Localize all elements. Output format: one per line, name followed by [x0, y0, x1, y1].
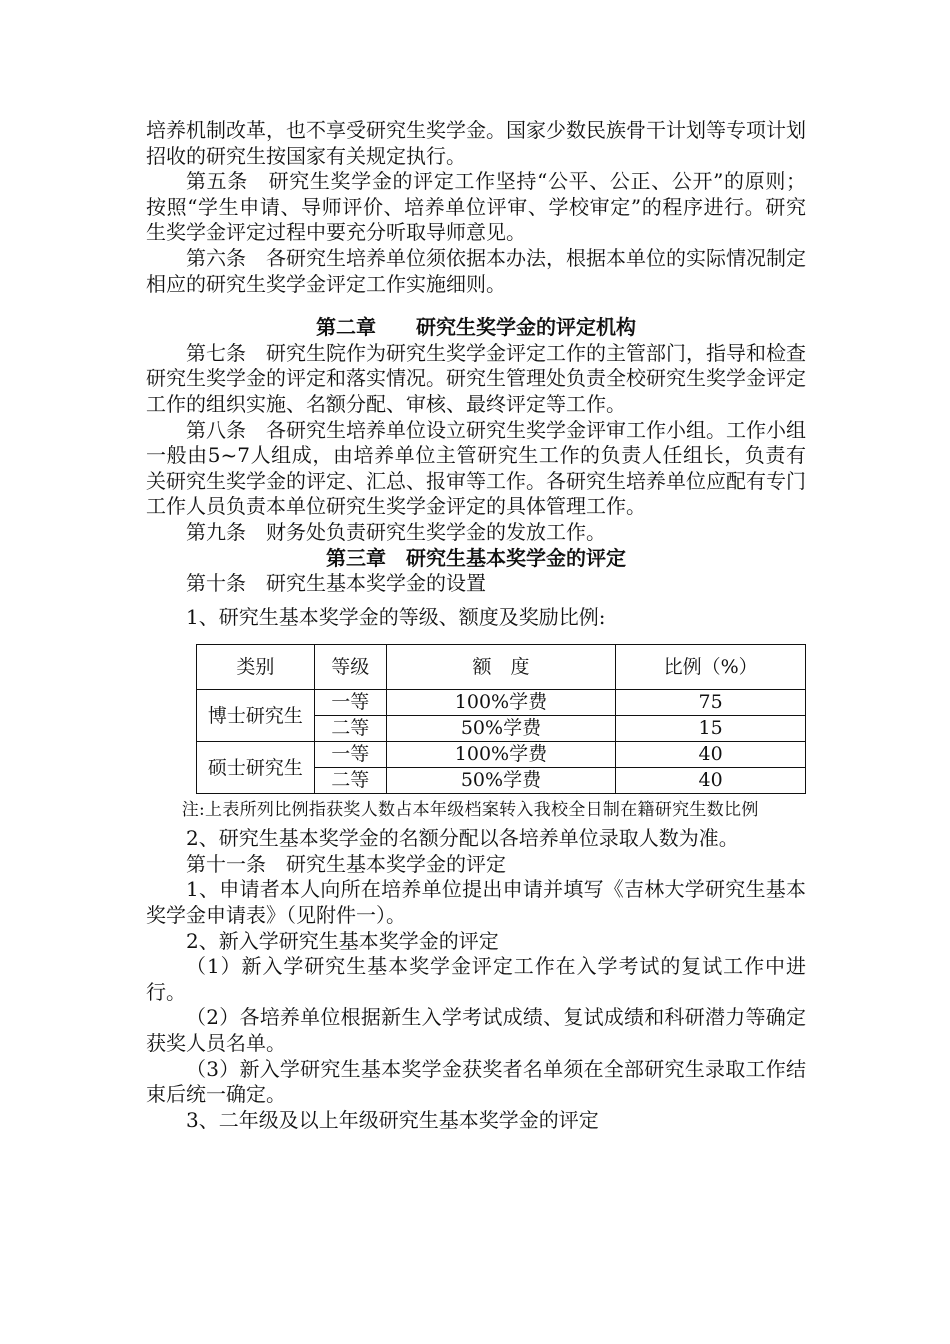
scholarship-table [196, 644, 806, 794]
level-cell: 一等 [314, 690, 386, 716]
header-ratio: 比例（%） [616, 645, 806, 690]
article-10: 第十条 研究生基本奖学金的设置 [186, 571, 486, 596]
level-cell: 一等 [314, 742, 386, 768]
article-11-item-3: 3、二年级及以上年级研究生基本奖学金的评定 [186, 1107, 599, 1132]
paragraph-continuation: 培养机制改革，也不享受研究生奖学金。国家少数民族骨干计划等专项计划招收的研究生按国家有关规定执行。 [146, 118, 806, 168]
amount-cell: 50%学费 [386, 716, 616, 742]
ratio-cell: 40 [616, 768, 806, 794]
header-category: 类别 [197, 645, 315, 690]
chapter-3-title: 第三章 研究生基本奖学金的评定 [326, 545, 626, 570]
article-10-item-1: 1、研究生基本奖学金的等级、额度及奖励比例: [186, 604, 606, 629]
amount-cell: 50%学费 [386, 768, 616, 794]
ratio-cell: 40 [616, 742, 806, 768]
chapter-2-title: 第二章 研究生奖学金的评定机构 [316, 315, 636, 340]
article-9: 第九条 财务处负责研究生奖学金的发放工作。 [186, 519, 606, 544]
article-11-item-1: 1、申请者本人向所在培养单位提出申请并填写《吉林大学研究生基本奖学金申请表》（见附件一）。 [146, 877, 806, 928]
amount-cell: 100%学费 [386, 742, 616, 768]
amount-cell: 100%学费 [386, 690, 616, 716]
article-8: 第八条 各研究生培养单位设立研究生奖学金评审工作小组。工作小组一般由5~7人组成，由培养单位主管研究生工作的负责人任组长，负责有关研究生奖学金的评定、汇总、报审等工作。各研究生培养单位应配有专门工作人员负责本单位研究生奖学金评定的具体管理工作。 [146, 417, 806, 519]
category-master: 硕士研究生 [197, 742, 315, 794]
document-page [146, 118, 806, 1133]
level-cell: 二等 [314, 768, 386, 794]
ratio-cell: 75 [616, 690, 806, 716]
table-header-row [197, 645, 806, 690]
level-cell: 二等 [314, 716, 386, 742]
article-5: 第五条 研究生奖学金的评定工作坚持“公平、公正、公开”的原则；按照“学生申请、导师评价、培养单位评审、学校审定”的程序进行。研究生奖学金评定过程中要充分听取导师意见。 [146, 169, 806, 245]
article-7: 第七条 研究生院作为研究生奖学金评定工作的主管部门，指导和检查研究生奖学金的评定和落实情况。研究生管理处负责全校研究生奖学金评定工作的组织实施、名额分配、审核、最终评定等工作。 [146, 340, 806, 416]
article-10-item-2: 2、研究生基本奖学金的名额分配以各培养单位录取人数为准。 [186, 826, 739, 851]
article-6: 第六条 各研究生培养单位须依据本办法，根据本单位的实际情况制定相应的研究生奖学金评定工作实施细则。 [146, 245, 806, 296]
table-row [197, 690, 806, 716]
header-amount: 额 度 [386, 645, 616, 690]
article-11-sub-3: （3）新入学研究生基本奖学金获奖者名单须在全部研究生录取工作结束后统一确定。 [146, 1056, 806, 1107]
article-11-sub-2: （2）各培养单位根据新生入学考试成绩、复试成绩和科研潜力等确定获奖人员名单。 [146, 1005, 806, 1056]
article-11-item-2: 2、新入学研究生基本奖学金的评定 [186, 928, 499, 953]
table-note: 注:上表所列比例指获奖人数占本年级档案转入我校全日制在籍研究生数比例 [181, 800, 759, 821]
table-row [197, 742, 806, 768]
category-doctoral: 博士研究生 [197, 690, 315, 742]
ratio-cell: 15 [616, 716, 806, 742]
article-11-sub-1: （1）新入学研究生基本奖学金评定工作在入学考试的复试工作中进行。 [146, 954, 806, 1004]
header-level: 等级 [314, 645, 386, 690]
article-11: 第十一条 研究生基本奖学金的评定 [186, 851, 506, 876]
